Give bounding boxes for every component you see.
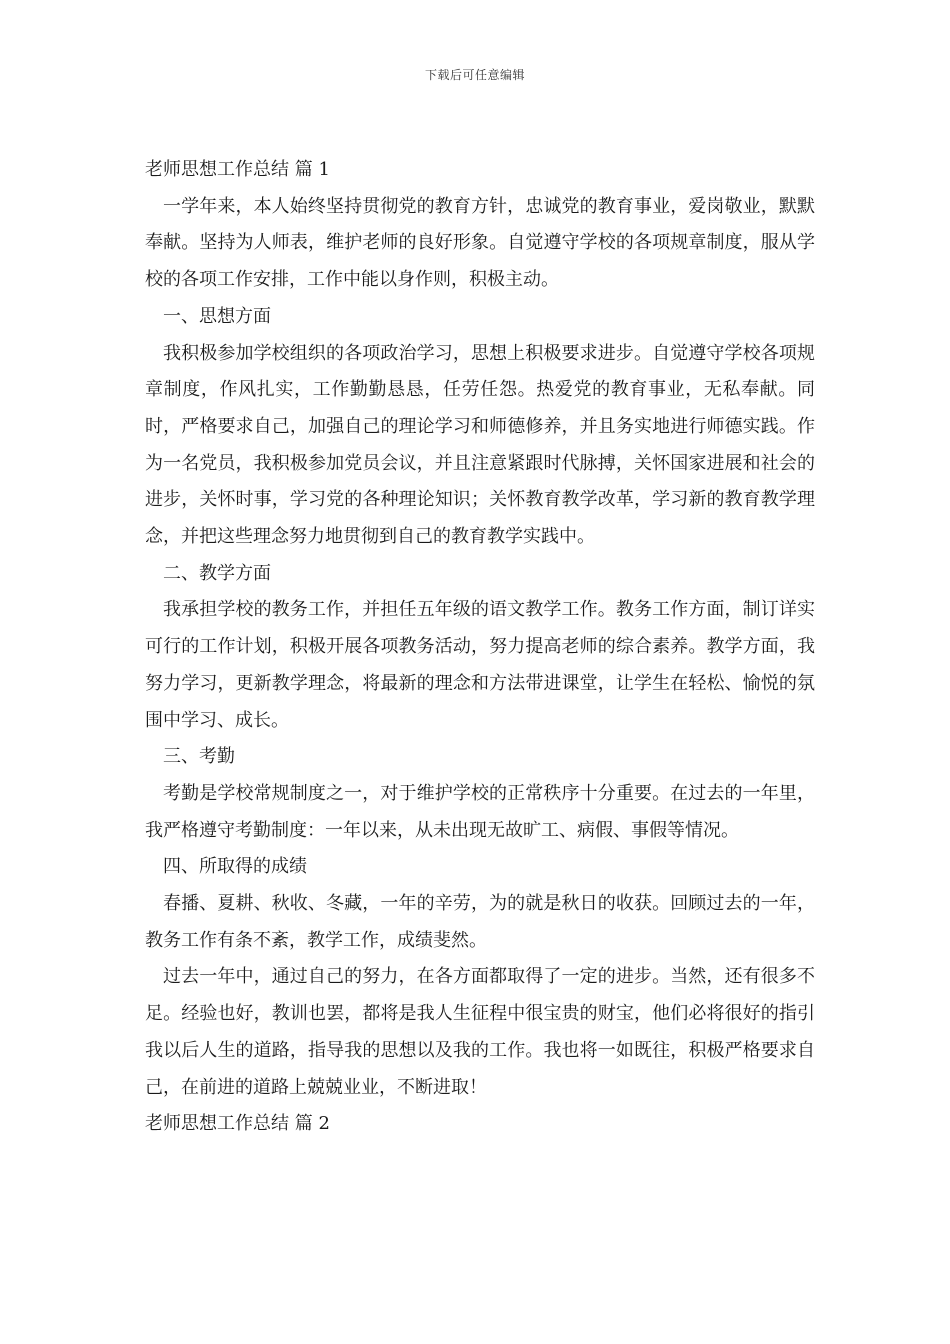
paragraph-teaching: 我承担学校的教务工作，并担任五年级的语文教学工作。教务工作方面，制订详实可行的工作计划，积极开展各项教务活动，努力提高老师的综合素养。教学方面，我努力学习，更新教学理念，将最新的理念和方法带进课堂，让学生在轻松、愉悦的氛围中学习、成长。 xyxy=(145,599,815,731)
intro-paragraph: 一学年来，本人始终坚持贯彻党的教育方针，忠诚党的教育事业，爱岗敬业，默默奉献。坚持为人师表，维护老师的良好形象。自觉遵守学校的各项规章制度，服从学校的各项工作安排，工作中能以身作则，积极主动。 xyxy=(145,195,815,291)
paragraph-attendance: 考勤是学校常规制度之一，对于维护学校的正常秩序十分重要。在过去的一年里，我严格遵守考勤制度：一年以来，从未出现无故旷工、病假、事假等情况。 xyxy=(145,782,815,841)
section-title-2: 老师思想工作总结 篇 2 xyxy=(145,1113,330,1135)
paragraph-achievements-2: 过去一年中，通过自己的努力，在各方面都取得了一定的进步。当然，还有很多不足。经验也好，教训也罢，都将是我人生征程中很宝贵的财宝，他们必将很好的指引我以后人生的道路，指导我的思想以及我的工作。我也将一如既往，积极严格要求自己，在前进的道路上兢兢业业，不断进取！ xyxy=(145,966,815,1098)
section-title-1: 老师思想工作总结 篇 1 xyxy=(145,159,330,180)
document-body xyxy=(145,152,815,1143)
paragraph-achievements-1: 春播、夏耕、秋收、冬藏，一年的辛劳，为的就是秋日的收获。回顾过去的一年，教务工作有条不紊，教学工作，成绩斐然。 xyxy=(145,893,815,951)
heading-attendance: 三、考勤 xyxy=(163,746,235,768)
heading-achievements: 四、所取得的成绩 xyxy=(163,856,307,878)
heading-thought: 一、思想方面 xyxy=(163,305,271,327)
heading-teaching: 二、教学方面 xyxy=(163,562,271,584)
paragraph-thought: 我积极参加学校组织的各项政治学习，思想上积极要求进步。自觉遵守学校各项规章制度，作风扎实，工作勤勤恳恳，任劳任怨。热爱党的教育事业，无私奉献。同时，严格要求自己，加强自己的理论学习和师德修养，并且务实地进行师德实践。作为一名党员，我积极参加党员会议，并且注意紧跟时代脉搏，关怀国家进展和社会的进步，关怀时事，学习党的各种理论知识；关怀教育教学改革，学习新的教育教学理念，并把这些理念努力地贯彻到自己的教育教学实践中。 xyxy=(145,342,815,548)
header-note: 下载后可任意编辑 xyxy=(424,68,525,82)
